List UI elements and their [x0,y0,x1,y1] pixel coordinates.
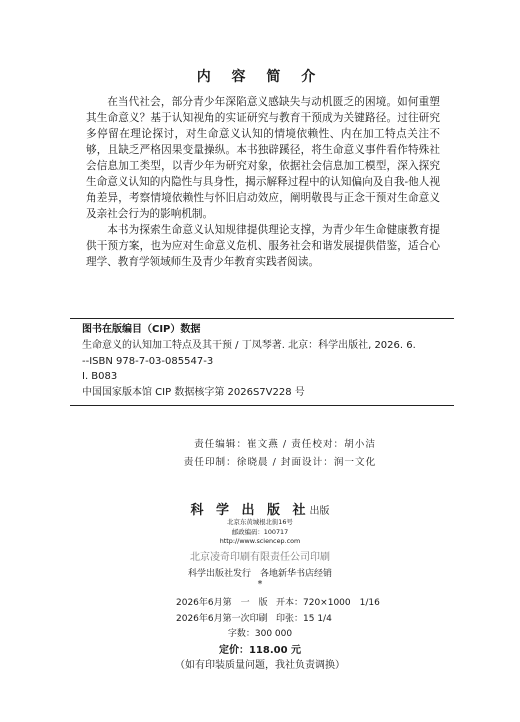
intro-paragraph-2: 本书为探索生命意义认知规律提供理论支撑，为青少年生命健康教育提供干预方案，也为应对生命意义危机、服务社会和谐发展提供借鉴，适合心理学、教育学领域师生及青少年教育实践者阅读。 [86,224,440,268]
edition-date: 2026年6月第 一 版 [176,598,268,608]
cip-classification: Ⅰ. B083 [82,371,118,383]
distributor-line: 科学出版社发行 各地新华书店经销 [187,569,332,579]
publisher-name-suffix: 出版 [309,506,330,517]
intro-paragraph-1: 在当代社会，部分青少年深陷意义感缺失与动机匮乏的困境。如何重塑其生命意义？基于认知视角的实证研究与教育干预成为关键路径。过往研究多停留在理论探讨，对生命意义认知的情境依赖性、内在加工特点关注不够，且缺乏严格因果变量操纵。本书独辟蹊径，将生命意义事件看作特殊社会信息加工类型，以青少年为研究对象，依据社会信息加工模型，深入探究生命意义认知的内隐性与具身性，揭示解释过程中的认知偏向及自我-他人视角差异，考察情境依赖性与怀旧启动效应，阐明敬畏与正念干预对生命意义及亲社会行为的影响机制。 [86,96,440,220]
credits-printing-cover: 责任印制：徐晓晨 / 封面设计：润一文化 [183,457,377,468]
publisher-address: 北京东黄城根北街16号 [227,518,293,526]
separator-star: * [257,580,263,590]
intro-body [86,94,440,270]
price: 定价：118.00 元 [218,644,302,656]
print-specs [0,596,520,674]
credits-editor-proofreader: 责任编辑：崔文燕 / 责任校对：胡小洁 [194,439,376,450]
cip-bottom-rule [70,405,454,406]
editorial-credits [0,436,520,472]
publisher-postcode: 邮政编码：100717 [231,527,289,536]
cip-title-line: 生命意义的认知加工特点及其干预 / 丁凤琴著. 北京：科学出版社, 2026. 6. [82,339,416,351]
printing-date: 2026年6月第一次印刷 [176,613,268,624]
publisher-name [0,499,520,518]
printing-line [0,612,520,628]
quality-note: （如有印装质量问题，我社负责调换） [175,660,345,671]
cip-top-rule [70,318,454,319]
cip-isbn: --ISBN 978-7-03-085547-3 [82,355,214,367]
word-count: 字数：300 000 [227,629,293,639]
publisher-name-text: 科 学 出 版 社 [190,503,310,518]
cip-heading: 图书在版编目（CIP）数据 [82,324,201,335]
format-size: 开本：720×1000 1/16 [276,598,380,608]
printer-line: 北京凌奇印刷有限责任公司印刷 [190,552,330,563]
printed-sheets: 印张：15 1/4 [276,613,332,624]
cip-record-number: 中国国家版本馆 CIP 数据核字第 2026S7V228 号 [82,387,305,399]
cip-block [82,322,462,401]
edition-line [0,596,520,612]
publisher-block [0,499,520,547]
publisher-website: http://www.sciencep.com [219,537,301,545]
intro-title: 内 容 简 介 [196,69,324,85]
